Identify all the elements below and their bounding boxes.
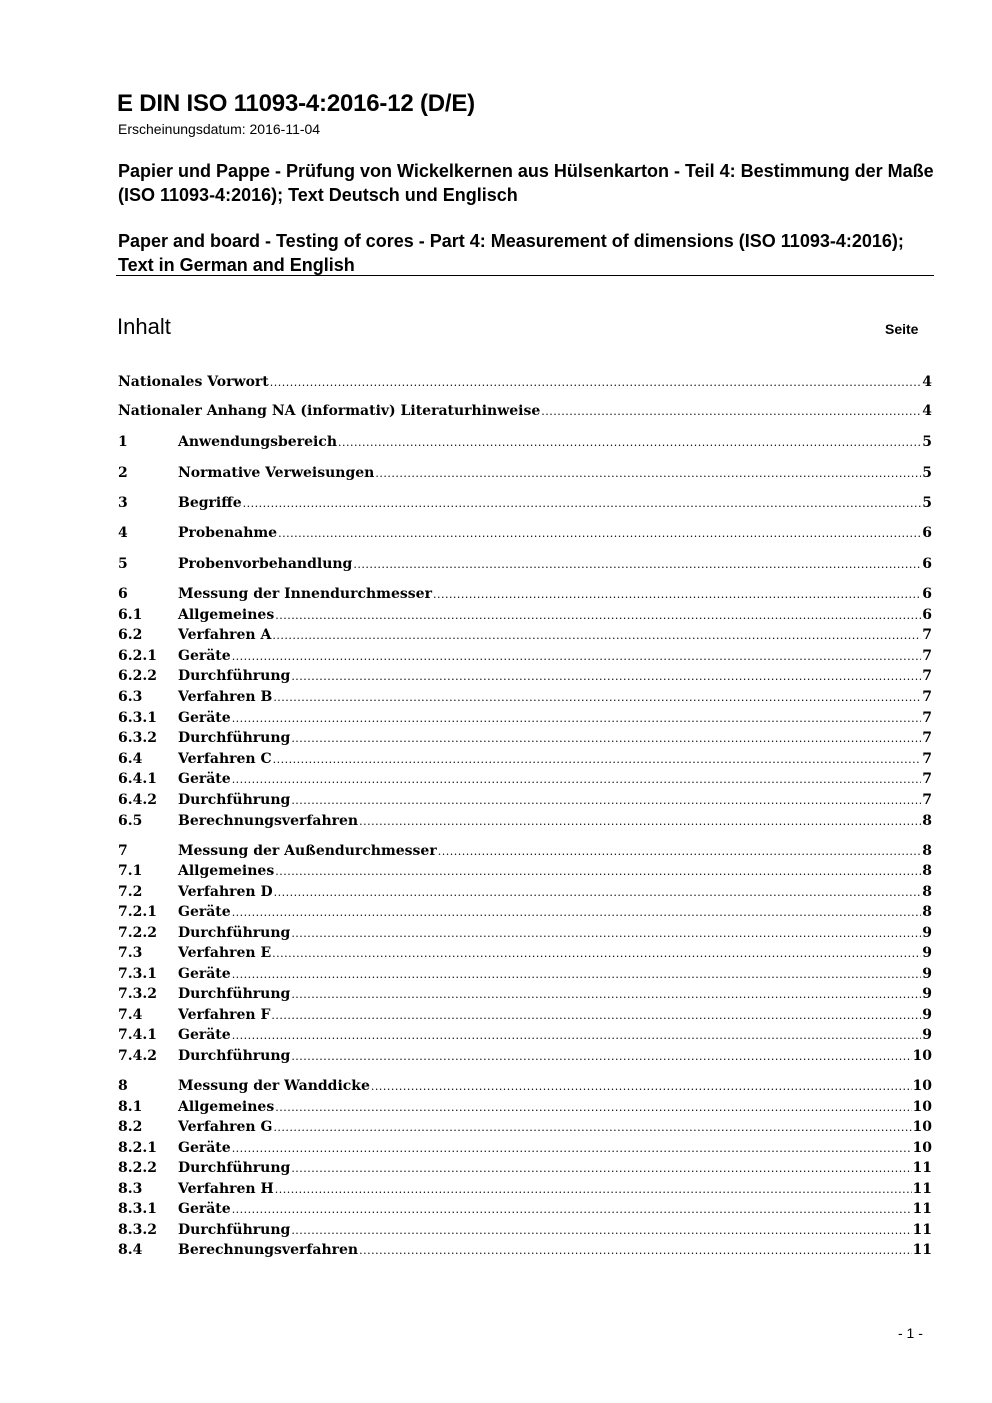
toc-entry-title: Anwendungsbereich <box>178 434 337 450</box>
toc-entry-title: Durchführung <box>178 668 291 684</box>
toc-entry-title: Verfahren D <box>178 884 273 900</box>
toc-dot-leader <box>359 815 921 828</box>
toc-entry-number: 6.2 <box>118 627 143 643</box>
toc-entry-page: 9 <box>922 966 932 982</box>
toc-entry-page: 6 <box>922 556 932 572</box>
toc-entry[interactable] <box>118 966 932 986</box>
toc-dot-leader <box>232 1142 912 1155</box>
toc-entry[interactable] <box>118 884 932 904</box>
toc-entry-page: 6 <box>922 607 932 623</box>
toc-entry-page: 10 <box>912 1099 932 1115</box>
toc-entry-page: 5 <box>922 495 932 511</box>
toc-entry-title: Durchführung <box>178 925 291 941</box>
toc-entry-title: Durchführung <box>178 792 291 808</box>
toc-entry-page: 9 <box>922 925 932 941</box>
toc-dot-leader <box>232 650 922 663</box>
toc-entry[interactable] <box>118 945 932 965</box>
toc-entry-page: 6 <box>922 525 932 541</box>
toc-entry[interactable] <box>118 1181 932 1201</box>
toc-entry-title: Begriffe <box>178 495 242 511</box>
toc-entry-number: 7.4 <box>118 1007 143 1023</box>
toc-entry-page: 11 <box>912 1242 932 1258</box>
toc-entry[interactable] <box>118 710 932 730</box>
toc-dot-leader <box>274 886 922 899</box>
toc-entry-page: 7 <box>922 792 932 808</box>
toc-dot-leader <box>438 845 922 858</box>
toc-entry-number: 8.3 <box>118 1181 143 1197</box>
toc-dot-leader <box>232 968 922 981</box>
toc-entry-title: Durchführung <box>178 1048 291 1064</box>
toc-entry[interactable] <box>118 1048 932 1068</box>
page-number: - 1 - <box>898 1325 923 1341</box>
toc-entry-number: 8.1 <box>118 1099 143 1115</box>
toc-entry-number: 6 <box>118 586 128 602</box>
toc-entry-title: Verfahren G <box>178 1119 273 1135</box>
subtitle-german: Papier und Pappe - Prüfung von Wickelkernen aus Hülsenkarton - Teil 4: Bestimmung der Maße (ISO 11093-4:2016); Text Deutsch und Englisch <box>118 161 934 205</box>
toc-entry-title: Geräte <box>178 1140 231 1156</box>
toc-entry-title: Geräte <box>178 1027 231 1043</box>
toc-dot-leader <box>371 1080 912 1093</box>
toc-entry[interactable] <box>118 863 932 883</box>
toc-dot-leader <box>273 691 921 704</box>
toc-entry[interactable] <box>118 1201 932 1221</box>
toc-entry-title: Berechnungsverfahren <box>178 1242 359 1258</box>
toc-entry-title: Nationales Vorwort <box>118 374 269 390</box>
toc-dot-leader <box>291 988 921 1001</box>
toc-entry-title: Allgemeines <box>178 607 275 623</box>
toc-entry-number: 6.5 <box>118 813 143 829</box>
toc-entry[interactable] <box>118 586 932 606</box>
toc-entry-title: Verfahren F <box>178 1007 271 1023</box>
toc-dot-leader <box>232 773 922 786</box>
toc-entry-number: 7.3.1 <box>118 966 157 982</box>
toc-entry-page: 6 <box>922 586 932 602</box>
toc-entry-number: 3 <box>118 495 128 511</box>
toc-entry-page: 7 <box>922 689 932 705</box>
toc-entry-page: 7 <box>922 648 932 664</box>
toc-entry-number: 7.2.2 <box>118 925 157 941</box>
toc-entry[interactable] <box>118 730 932 750</box>
toc-entry-title: Normative Verweisungen <box>178 465 375 481</box>
toc-dot-leader <box>273 1121 911 1134</box>
toc-entry-number: 6.4 <box>118 751 143 767</box>
toc-entry-number: 2 <box>118 465 128 481</box>
toc-entry-title: Durchführung <box>178 1222 291 1238</box>
toc-entry-page: 7 <box>922 668 932 684</box>
toc-entry-number: 8.2 <box>118 1119 143 1135</box>
toc-entry-page: 11 <box>912 1181 932 1197</box>
toc-entry-title: Geräte <box>178 1201 231 1217</box>
toc-dot-leader <box>272 629 921 642</box>
subtitle-english: Paper and board - Testing of cores - Part 4: Measurement of dimensions (ISO 11093-4:2016); Text in German and English <box>118 231 904 275</box>
toc-dot-leader <box>232 1029 922 1042</box>
toc-entry[interactable] <box>118 792 932 812</box>
toc-entry-page: 9 <box>922 1027 932 1043</box>
toc-entry-title: Verfahren B <box>178 689 273 705</box>
toc-dot-leader <box>291 670 921 683</box>
toc-entry-title: Geräte <box>178 904 231 920</box>
toc-entry[interactable] <box>118 771 932 791</box>
toc-heading: Inhalt <box>117 314 171 339</box>
toc-dot-leader <box>275 1183 912 1196</box>
toc-entry-title: Allgemeines <box>178 1099 275 1115</box>
toc-entry[interactable] <box>118 1027 932 1047</box>
toc-entry-title: Geräte <box>178 648 231 664</box>
toc-entry[interactable] <box>118 904 932 924</box>
toc-entry-page: 4 <box>922 374 932 390</box>
toc-entry-number: 8.2.2 <box>118 1160 157 1176</box>
toc-entry-title: Geräte <box>178 710 231 726</box>
toc-dot-leader <box>291 794 921 807</box>
toc-entry-page: 9 <box>922 945 932 961</box>
toc-dot-leader <box>291 732 921 745</box>
toc-entry-number: 7.2.1 <box>118 904 157 920</box>
toc-entry[interactable] <box>118 751 932 771</box>
toc-dot-leader <box>271 1009 921 1022</box>
toc-dot-leader <box>291 927 921 940</box>
toc-dot-leader <box>272 947 921 960</box>
toc-entry[interactable] <box>118 1119 932 1139</box>
toc-entry[interactable] <box>118 1007 932 1027</box>
toc-dot-leader <box>278 527 921 540</box>
title-divider <box>116 275 934 276</box>
toc-entry-number: 6.3.2 <box>118 730 157 746</box>
toc-entry[interactable] <box>118 374 932 394</box>
toc-entry[interactable] <box>118 648 932 668</box>
toc-entry-number: 7.4.2 <box>118 1048 157 1064</box>
toc-entry[interactable] <box>118 1242 932 1262</box>
toc-entry-page: 11 <box>912 1201 932 1217</box>
toc-entry-number: 8.3.1 <box>118 1201 157 1217</box>
toc-dot-leader <box>232 906 922 919</box>
toc-entry[interactable] <box>118 465 932 485</box>
toc-entry-title: Nationaler Anhang NA (informativ) Literaturhinweise <box>118 403 541 419</box>
toc-entry-page: 8 <box>922 904 932 920</box>
toc-entry[interactable] <box>118 1078 932 1098</box>
toc-entry-number: 6.2.2 <box>118 668 157 684</box>
toc-entry-page: 10 <box>912 1078 932 1094</box>
toc-dot-leader <box>353 558 921 571</box>
toc-entry-number: 4 <box>118 525 128 541</box>
toc-entry-number: 6.3 <box>118 689 143 705</box>
toc-page-column-label: Seite <box>885 321 919 337</box>
publication-date: Erscheinungsdatum: 2016-11-04 <box>118 121 321 137</box>
toc-entry-page: 11 <box>912 1222 932 1238</box>
toc-entry[interactable] <box>118 627 932 647</box>
toc-dot-leader <box>541 405 921 418</box>
toc-entry[interactable] <box>118 403 932 423</box>
toc-entry-number: 5 <box>118 556 128 572</box>
toc-entry-number: 6.1 <box>118 607 143 623</box>
toc-entry-number: 7 <box>118 843 128 859</box>
toc-entry-title: Durchführung <box>178 730 291 746</box>
toc-entry-page: 4 <box>922 403 932 419</box>
toc-entry[interactable] <box>118 986 932 1006</box>
toc-entry-number: 6.2.1 <box>118 648 157 664</box>
toc-entry-page: 7 <box>922 730 932 746</box>
toc-entry-title: Allgemeines <box>178 863 275 879</box>
toc-entry-page: 5 <box>922 465 932 481</box>
toc-entry-page: 7 <box>922 710 932 726</box>
toc-entry[interactable] <box>118 925 932 945</box>
toc-entry[interactable] <box>118 1140 932 1160</box>
toc-entry-number: 8 <box>118 1078 128 1094</box>
toc-dot-leader <box>243 497 922 510</box>
toc-entry-page: 10 <box>912 1119 932 1135</box>
toc-entry[interactable] <box>118 1160 932 1180</box>
toc-dot-leader <box>291 1162 911 1175</box>
toc-entry-title: Messung der Wanddicke <box>178 1078 370 1094</box>
toc-entry[interactable] <box>118 668 932 688</box>
toc-entry-page: 7 <box>922 751 932 767</box>
toc-dot-leader <box>359 1244 911 1257</box>
toc-entry-number: 8.3.2 <box>118 1222 157 1238</box>
toc-entry[interactable] <box>118 1222 932 1242</box>
toc-entry-title: Probenahme <box>178 525 278 541</box>
toc-entry-page: 9 <box>922 1007 932 1023</box>
toc-entry[interactable] <box>118 607 932 627</box>
toc-entry-number: 8.2.1 <box>118 1140 157 1156</box>
toc-entry-title: Verfahren H <box>178 1181 274 1197</box>
toc-entry-number: 7.3.2 <box>118 986 157 1002</box>
toc-entry[interactable] <box>118 1099 932 1119</box>
toc-entry[interactable] <box>118 689 932 709</box>
toc-entry-number: 6.4.2 <box>118 792 157 808</box>
toc-entry-title: Verfahren E <box>178 945 272 961</box>
toc-dot-leader <box>375 467 921 480</box>
toc-entry[interactable] <box>118 434 932 454</box>
toc-entry[interactable] <box>118 495 932 515</box>
toc-entry-page: 8 <box>922 884 932 900</box>
toc-entry-page: 8 <box>922 843 932 859</box>
toc-dot-leader <box>291 1050 911 1063</box>
toc-entry-title: Verfahren C <box>178 751 272 767</box>
toc-dot-leader <box>232 1203 912 1216</box>
toc-entry-page: 10 <box>912 1048 932 1064</box>
toc-entry-title: Geräte <box>178 771 231 787</box>
toc-entry-title: Messung der Außendurchmesser <box>178 843 437 859</box>
toc-entry-number: 8.4 <box>118 1242 143 1258</box>
toc-entry-number: 6.3.1 <box>118 710 157 726</box>
toc-entry-page: 8 <box>922 863 932 879</box>
toc-entry-title: Geräte <box>178 966 231 982</box>
toc-entry-page: 5 <box>922 434 932 450</box>
toc-entry[interactable] <box>118 525 932 545</box>
toc-dot-leader <box>232 712 922 725</box>
toc-dot-leader <box>273 753 922 766</box>
toc-entry-title: Probenvorbehandlung <box>178 556 353 572</box>
toc-dot-leader <box>275 609 921 622</box>
toc-entry-number: 7.3 <box>118 945 143 961</box>
toc-entry-page: 8 <box>922 813 932 829</box>
document-title: E DIN ISO 11093-4:2016-12 (D/E) <box>117 90 475 117</box>
toc-entry-page: 11 <box>912 1160 932 1176</box>
toc-entry-page: 7 <box>922 627 932 643</box>
toc-entry-title: Messung der Innendurchmesser <box>178 586 432 602</box>
toc-dot-leader <box>291 1224 911 1237</box>
toc-entry-number: 7.2 <box>118 884 143 900</box>
toc-entry-title: Verfahren A <box>178 627 272 643</box>
toc-entry[interactable] <box>118 813 932 833</box>
toc-dot-leader <box>275 865 921 878</box>
toc-entry-title: Durchführung <box>178 1160 291 1176</box>
toc-entry[interactable] <box>118 556 932 576</box>
toc-entry-number: 1 <box>118 434 128 450</box>
toc-entry-number: 7.1 <box>118 863 143 879</box>
toc-entry-title: Durchführung <box>178 986 291 1002</box>
toc-dot-leader <box>270 376 922 389</box>
toc-entry-number: 6.4.1 <box>118 771 157 787</box>
toc-entry-page: 7 <box>922 771 932 787</box>
toc-dot-leader <box>433 588 921 601</box>
toc-entry[interactable] <box>118 843 932 863</box>
toc-dot-leader <box>275 1101 911 1114</box>
toc-entry-number: 7.4.1 <box>118 1027 157 1043</box>
toc-entry-page: 9 <box>922 986 932 1002</box>
toc-entry-title: Berechnungsverfahren <box>178 813 359 829</box>
toc-entry-page: 10 <box>912 1140 932 1156</box>
toc-dot-leader <box>338 436 921 449</box>
